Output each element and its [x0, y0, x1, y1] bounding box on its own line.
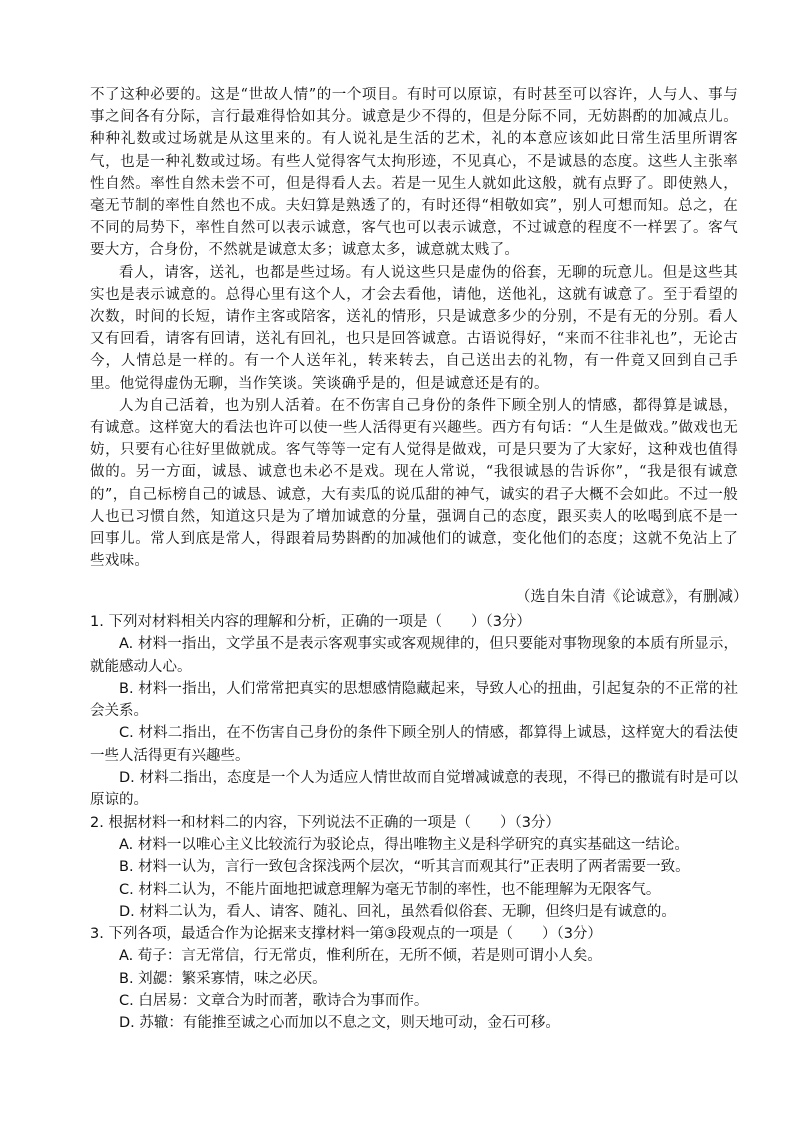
- question-option: B. 材料一指出，人们常常把真实的思想感情隐藏起来，导致人心的扭曲，引起复杂的不正常的社会关系。: [90, 680, 738, 720]
- question-option: D. 苏辙：有能推至诚之心而加以不息之文，则天地可动，金石可移。: [119, 1015, 560, 1032]
- question-list: [90, 611, 738, 1035]
- reading-passage: [90, 84, 738, 572]
- passage-paragraph: 看人，请客，送礼，也都是些过场。有人说这些只是虚伪的俗套，无聊的玩意儿。但是这些其实也是表示诚意的。总得心里有这个人，才会去看他，请他，送他礼，这就有诚意了。至于看望的次数，时间的长短，请作主客或陪客，送礼的情形，只是诚意多少的分别，不是有无的分别。看人又有回看，请客有回请，送礼有回礼，也只是回答诚意。古语说得好，“来而不往非礼也”，无论古今，人情总是一样的。有一个人送年礼，转来转去，自己送出去的礼物，有一件竟又回到自己手里。他觉得虚伪无聊，当作笑谈。笑谈确乎是的，但是诚意还是有的。: [90, 264, 738, 392]
- question-option: C. 材料二认为，不能片面地把诚意理解为毫无节制的率性，也不能理解为无限客气。: [119, 881, 661, 898]
- question-stem: 2. 根据材料一和材料二的内容，下列说法不正确的一项是（ ）（3分）: [90, 814, 560, 831]
- question-item: [90, 812, 738, 923]
- question-option: B. 材料一认为，言行一致包含探浅两个层次，“听其言而观其行”正表明了两者需要一致。: [119, 859, 690, 876]
- passage-source: （选自朱自清《论诚意》，有删减）: [515, 587, 748, 605]
- question-option: A. 材料一指出，文学虽不是表示客观事实或客观规律的，但只要能对事物现象的本质有所显示，就能感动人心。: [90, 636, 738, 675]
- question-item: [90, 611, 738, 812]
- passage-paragraph: 人为自己活着，也为别人活着。在不伤害自己身份的条件下顾全别人的情感，都得算是诚恳，有诚意。这样宽大的看法也许可以使一些人活得更有兴趣些。西方有句话：“人生是做戏。”做戏也无妨，只要有心往好里做就成。客气等等一定有人觉得是做戏，可是只要为了大家好，这种戏也值得做的。另一方面，诚恳、诚意也未必不是戏。现在人常说，“我很诚恳的告诉你”，“我是很有诚意的”，自己标榜自己的诚恳、诚意，大有卖瓜的说瓜甜的神气，诚实的君子大概不会如此。不过一般人也已习惯自然，知道这只是为了增加诚意的分量，强调自己的态度，跟买卖人的吆喝到底不是一回事儿。常人到底是常人，得跟着局势斟酌的加减他们的诚意，变化他们的态度；这就不免沾上了些戏味。: [90, 397, 738, 570]
- question-option: B. 刘勰：繁采寡情，味之必厌。: [119, 970, 327, 987]
- question-option: A. 荀子：言无常信，行无常贞，惟利所在，无所不倾，若是则可谓小人矣。: [119, 948, 602, 965]
- question-option: D. 材料二认为，看人、请客、随礼、回礼，虽然看似俗套、无聊，但终归是有诚意的。: [119, 903, 676, 920]
- question-option: D. 材料二指出，态度是一个人为适应人情世故而自觉增减诚意的表现，不得已的撒谎有时是可以原谅的。: [90, 770, 738, 809]
- question-item: [90, 923, 738, 1034]
- question-stem: 1. 下列对材料相关内容的理解和分析，正确的一项是（ ）（3分）: [90, 614, 531, 630]
- question-option: C. 材料二指出，在不伤害自己身份的条件下顾全别人的情感，都算得上诚恳，这样宽大的看法使一些人活得更有兴趣些。: [90, 725, 738, 764]
- question-stem: 3. 下列各项，最适合作为论据来支撑材料一第③段观点的一项是（ ）（3分）: [90, 926, 602, 943]
- question-option: A. 材料一以唯心主义比较流行为驳论点，得出唯物主义是科学研究的真实基础这一结论。: [119, 836, 689, 853]
- passage-paragraph: 不了这种必要的。这是“世故人情”的一个项目。有时可以原谅，有时甚至可以容许，人与人、事与事之间各有分际，言行最难得恰如其分。诚意是少不得的，但是分际不同，无妨斟酌的加减点儿。种种礼数或过场就是从这里来的。有人说礼是生活的艺术，礼的本意应该如此日常生活里所谓客气，也是一种礼数或过场。有些人觉得客气太拘形迹，不见真心，不是诚恳的态度。这些人主张率性自然。率性自然未尝不可，但是得看人去。若是一见生人就如此这般，就有点野了。即使熟人，毫无节制的率性自然也不成。夫妇算是熟透了的，有时还得“相敬如宾”，别人可想而知。总之，在不同的局势下，率性自然可以表示诚意，客气也可以表示诚意，不过诚意的程度不一样罢了。客气要大方，合身份，不然就是诚意太多；诚意太多，诚意就太贱了。: [90, 87, 738, 259]
- question-option: C. 白居易：文章合为时而著，歌诗合为事而作。: [119, 993, 429, 1010]
